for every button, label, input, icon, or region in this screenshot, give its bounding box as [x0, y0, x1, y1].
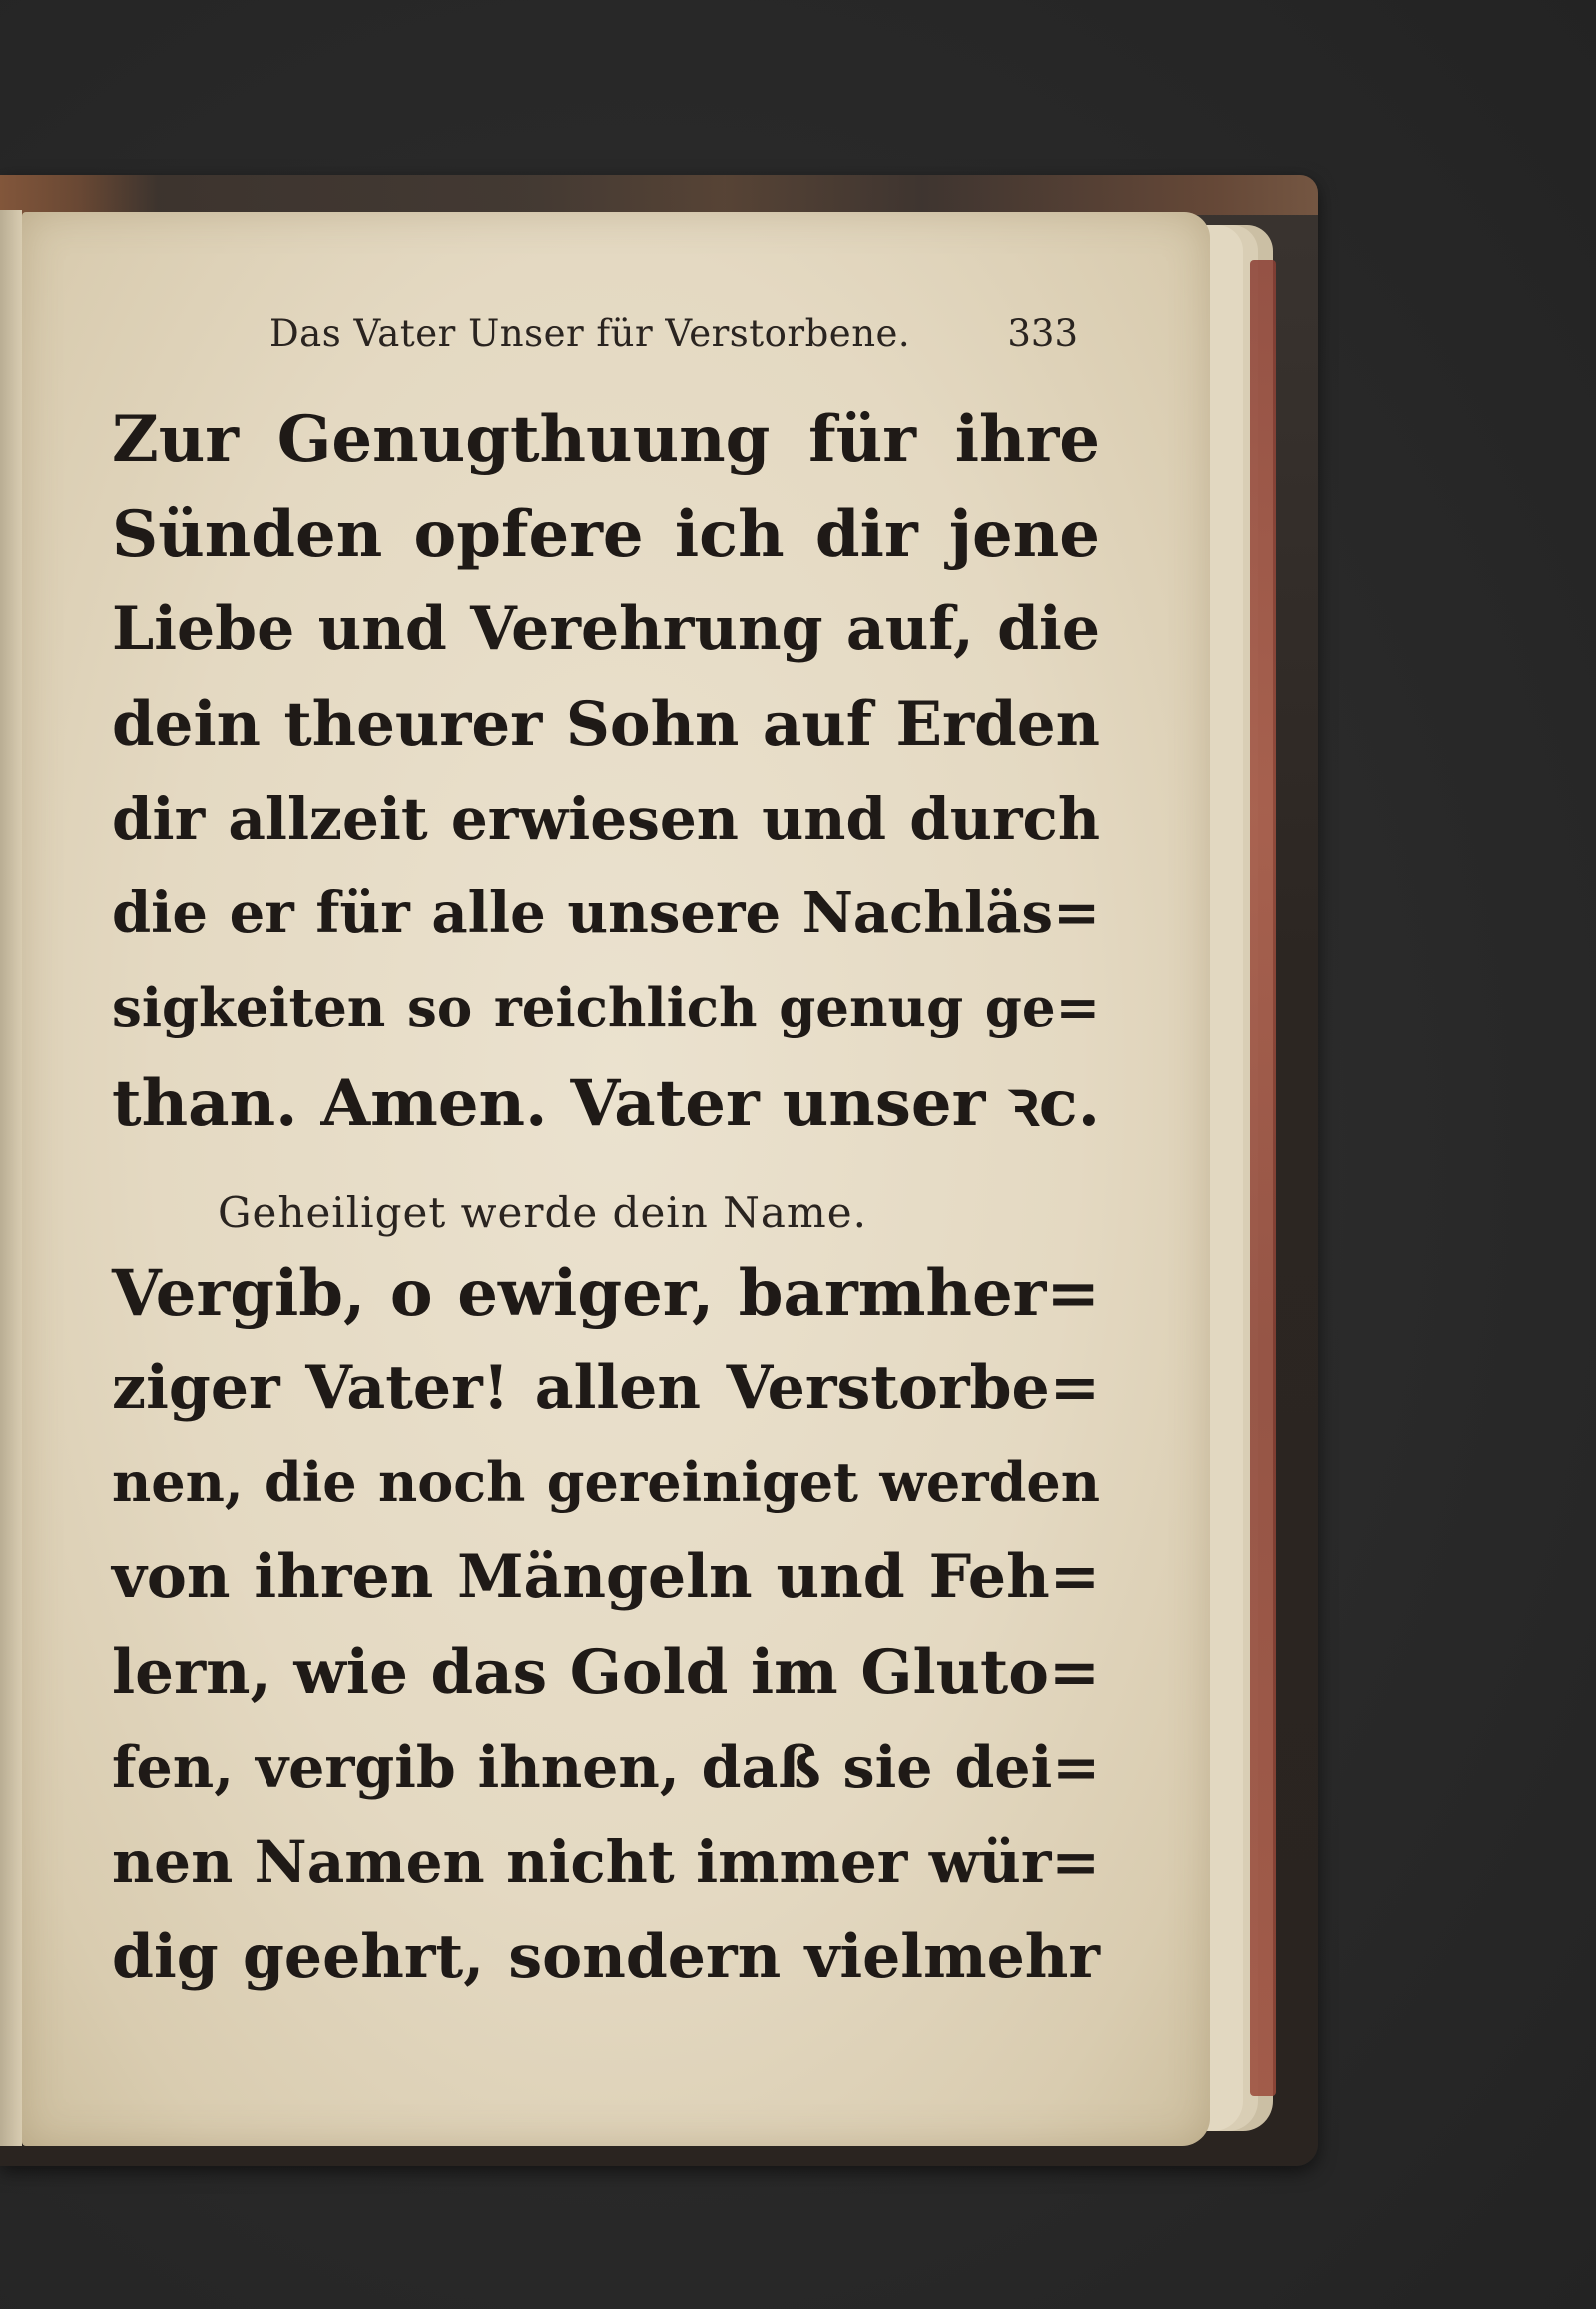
text-line: Vergib, o ewiger, barmher= [112, 1256, 1100, 1331]
text-line: nen, die noch gereiniget werden [112, 1450, 1100, 1514]
book-cover-worn-edge [0, 175, 1318, 215]
text-line: fen, vergib ihnen, daß sie dei= [112, 1734, 1100, 1801]
facing-page-edge [0, 210, 22, 2146]
text-line: Zur Genugthuung für ihre [112, 402, 1100, 477]
text-line: Liebe und Verehrung auf, die [112, 594, 1100, 664]
text-line: dir allzeit erwiesen und durch [112, 785, 1100, 853]
paragraph-2 [112, 1246, 1100, 2005]
text-line: dein theurer Sohn auf Erden [112, 689, 1100, 760]
text-line: ziger Vater! allen Verstorbe= [112, 1353, 1100, 1423]
paragraph-1 [112, 392, 1100, 1151]
text-line: lern, wie das Gold im Gluto= [112, 1637, 1100, 1708]
running-head [240, 304, 1078, 364]
text-line: Sünden opfere ich dir jene [112, 497, 1100, 572]
section-heading: Geheiliget werde dein Name. [218, 1188, 867, 1237]
text-line: nen Namen nicht immer wür= [112, 1828, 1100, 1896]
text-line: than. Amen. Vater unser ꝛc. [112, 1066, 1100, 1141]
red-page-edge [1250, 260, 1276, 2096]
text-line: dig geehrt, sondern vielmehr [112, 1922, 1100, 1992]
page-number: 333 [1007, 312, 1078, 355]
text-line: sigkeiten so reichlich genug ge= [112, 977, 1100, 1039]
text-line: die er für alle unsere Nachläs= [112, 880, 1100, 946]
text-line: von ihren Mängeln und Feh= [112, 1542, 1100, 1612]
running-title: Das Vater Unser für Verstorbene. [269, 312, 911, 355]
